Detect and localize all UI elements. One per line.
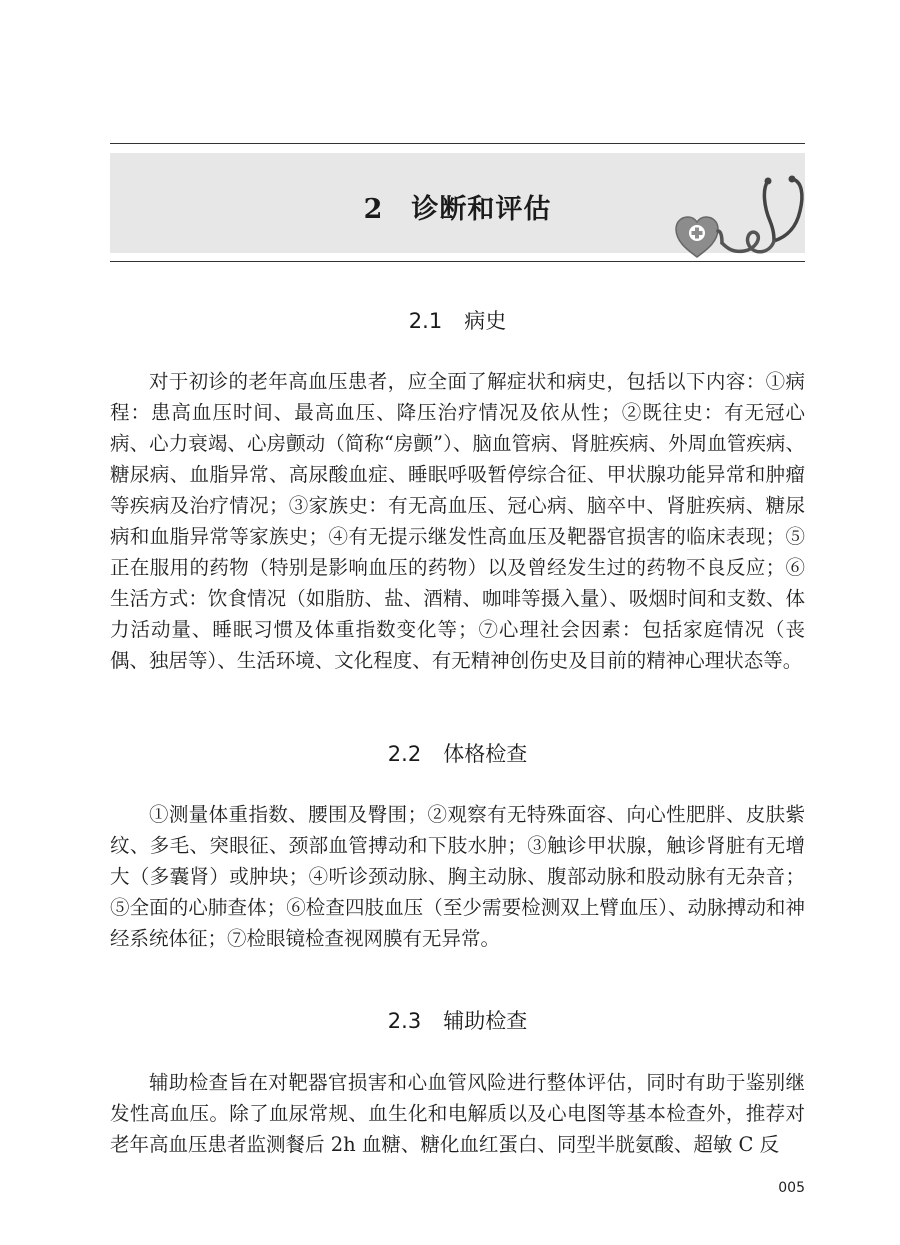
section-title: 病史 (464, 309, 507, 333)
section-number: 2.2 (387, 742, 422, 766)
page-number: 005 (778, 1180, 805, 1196)
section-title: 体格检查 (443, 742, 528, 766)
header-top-rule (110, 143, 805, 144)
section-title: 辅助检查 (443, 1009, 528, 1033)
section-number: 2.1 (408, 309, 443, 333)
section-2-2-paragraph: ①测量体重指数、腰围及臀围；②观察有无特殊面容、向心性肥胖、皮肤紫纹、多毛、突眼征、颈部血管搏动和下肢水肿；③触诊甲状腺，触诊肾脏有无增大（多囊肾）或肿块；④听诊颈动脉、胸主动脉、腹部动脉和股动脉有无杂音；⑤全面的心肺查体；⑥检查四肢血压（至少需要检测双上臂血压）、动脉搏动和神经系统体征；⑦检眼镜检查视网膜有无异常。 (110, 803, 805, 950)
section-heading-2-3 (110, 1005, 805, 1035)
section-2-1-paragraph: 对于初诊的老年高血压患者，应全面了解症状和病史，包括以下内容：①病程：患高血压时间、最高血压、降压治疗情况及依从性；②既往史：有无冠心病、心力衰竭、心房颤动（简称“房颤”）、脑血管病、肾脏疾病、外周血管疾病、糖尿病、血脂异常、高尿酸血症、睡眠呼吸暂停综合征、甲状腺功能异常和肿瘤等疾病及治疗情况；③家族史：有无高血压、冠心病、脑卒中、肾脏疾病、糖尿病和血脂异常等家族史；④有无提示继发性高血压及靶器官损害的临床表现；⑤正在服用的药物（特别是影响血压的药物）以及曾经发生过的药物不良反应；⑥生活方式：饮食情况（如脂肪、盐、酒精、咖啡等摄入量）、吸烟时间和支数、体力活动量、睡眠习惯及体重指数变化等；⑦心理社会因素：包括家庭情况（丧偶、独居等）、生活环境、文化程度、有无精神创伤史及目前的精神心理状态等。 (110, 370, 805, 672)
chapter-header (110, 143, 805, 263)
section-2-3-paragraph: 辅助检查旨在对靶器官损害和心血管风险进行整体评估，同时有助于鉴别继发性高血压。除了血尿常规、血生化和电解质以及心电图等基本检查外，推荐对老年高血压患者监测餐后 2h 血糖、糖化血红蛋白、同型半胱氨酸、超敏 C 反 (110, 1071, 805, 1156)
chapter-title-text: 诊断和评估 (411, 194, 552, 225)
section-heading-2-2 (110, 738, 805, 768)
chapter-number: 2 (363, 194, 384, 225)
section-number: 2.3 (387, 1009, 422, 1033)
header-bottom-rule (110, 261, 805, 262)
section-heading-2-1 (110, 305, 805, 335)
stethoscope-heart-icon (670, 171, 810, 259)
